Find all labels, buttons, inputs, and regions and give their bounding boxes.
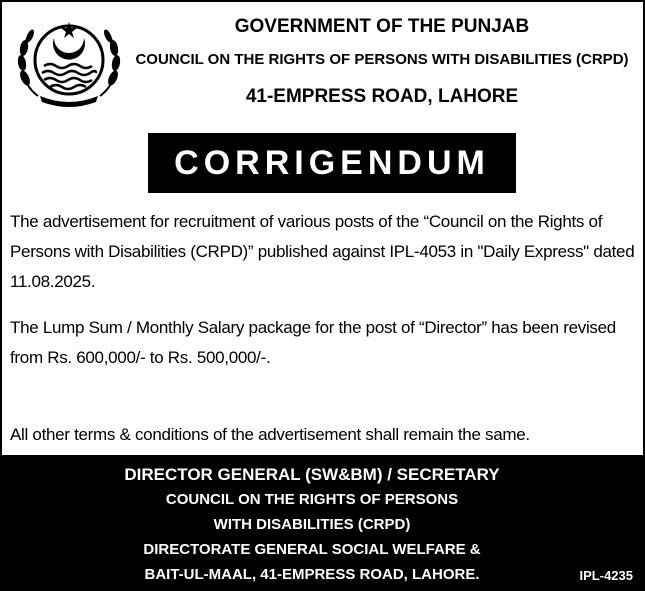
punjab-government-emblem-icon (10, 8, 128, 108)
body-paragraph-salary-revision: The Lump Sum / Monthly Salary package for the post of “Director” has been revised from Rs. 600,000/- to Rs. 500,000/-. (10, 318, 616, 367)
footer-signature-block (2, 455, 643, 589)
ipl-number: IPL-4235 (579, 568, 633, 583)
header-council-name: COUNCIL ON THE RIGHTS OF PERSONS WITH DISABILITIES (CRPD) (135, 51, 629, 68)
footer-directorate-line: DIRECTORATE GENERAL SOCIAL WELFARE & (143, 541, 481, 558)
footer-address-line: BAIT-UL-MAAL, 41-EMPRESS ROAD, LAHORE. (144, 566, 480, 583)
footer-council-line-1: COUNCIL ON THE RIGHTS OF PERSONS (165, 491, 459, 508)
corrigendum-banner: CORRIGENDUM (148, 133, 516, 193)
body-paragraph-advertisement-reference: The advertisement for recruitment of various posts of the “Council on the Rights of Persons with Disabilities (CRPD)” published against IPL-4053 in "Daily Express" dated 11.08.2025. (10, 212, 635, 291)
header-address: 41-EMPRESS ROAD, LAHORE (245, 86, 519, 107)
body-paragraph-other-terms: All other terms & conditions of the advertisement shall remain the same. (10, 425, 530, 444)
footer-designation: DIRECTOR GENERAL (SW&BM) / SECRETARY (124, 465, 500, 484)
header-government-title: GOVERNMENT OF THE PUNJAB (234, 16, 530, 37)
header (2, 2, 643, 122)
footer-council-line-2: WITH DISABILITIES (CRPD) (213, 516, 411, 533)
